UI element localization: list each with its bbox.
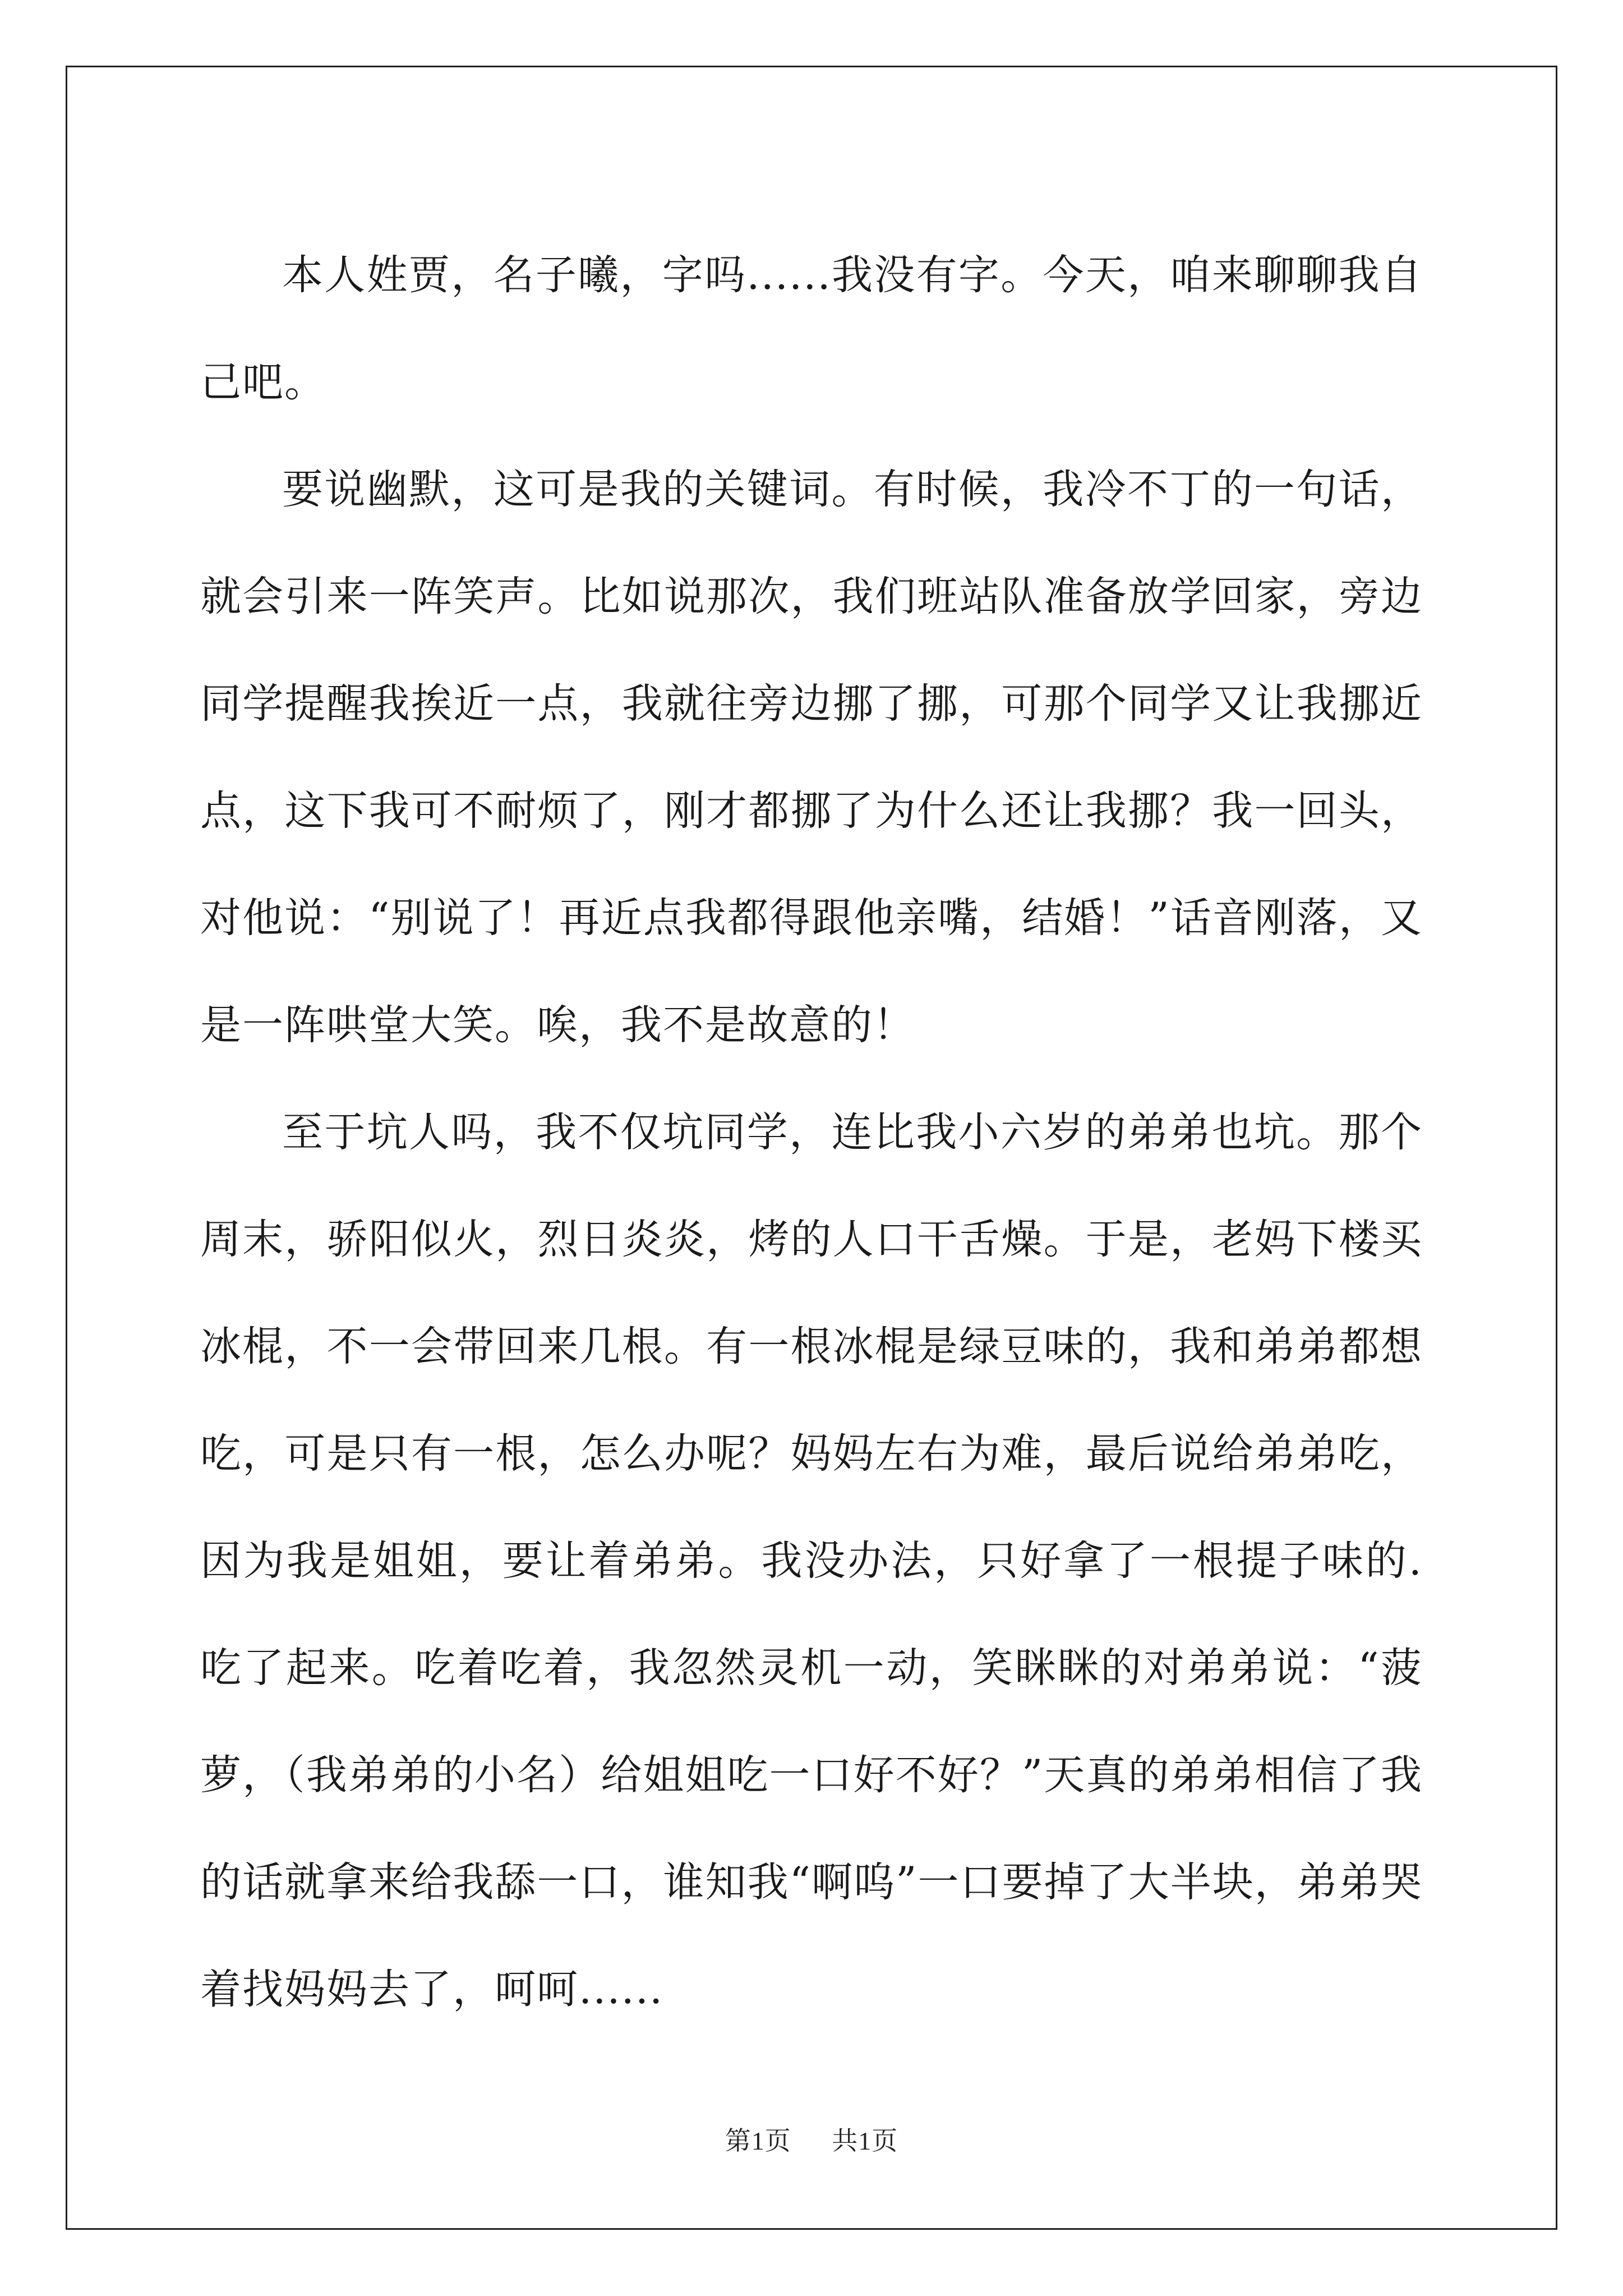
document-body [200,222,1423,2043]
page-total: 共1页 [832,2127,898,2155]
page-number: 第1页 [725,2127,791,2155]
page-footer [0,2120,1623,2157]
paragraph-2: 要说幽默，这可是我的关键词。有时候，我冷不丁的一句话，就会引来一阵笑声。比如说那次，我们班站队准备放学回家，旁边同学提醒我挨近一点，我就往旁边挪了挪，可那个同学又让我挪近点，这下我可不耐烦了，刚才都挪了为什么还让我挪？我一回头，对他说：“别说了！再近点我都得跟他亲嘴，结婚！”话音刚落，又是一阵哄堂大笑。唉，我不是故意的！ [200,466,1423,1049]
paragraph-1: 本人姓贾，名子曦，字吗......我没有字。今天，咱来聊聊我自己吧。 [200,251,1423,406]
paragraph-3: 至于坑人吗，我不仅坑同学，连比我小六岁的弟弟也坑。那个周末，骄阳似火，烈日炎炎，烤的人口干舌燥。于是，老妈下楼买冰棍，不一会带回来几根。有一根冰棍是绿豆味的，我和弟弟都想吃，可是只有一根，怎么办呢？妈妈左右为难，最后说给弟弟吃，因为我是姐姐，要让着弟弟。我没办法，只好拿了一根提子味的.吃了起来。吃着吃着，我忽然灵机一动，笑眯眯的对弟弟说：“菠萝，（我弟弟的小名）给姐姐吃一口好不好？”天真的弟弟相信了我的话就拿来给我舔一口，谁知我“啊呜”一口要掉了大半块，弟弟哭着找妈妈去了，呵呵...... [200,1108,1423,2013]
